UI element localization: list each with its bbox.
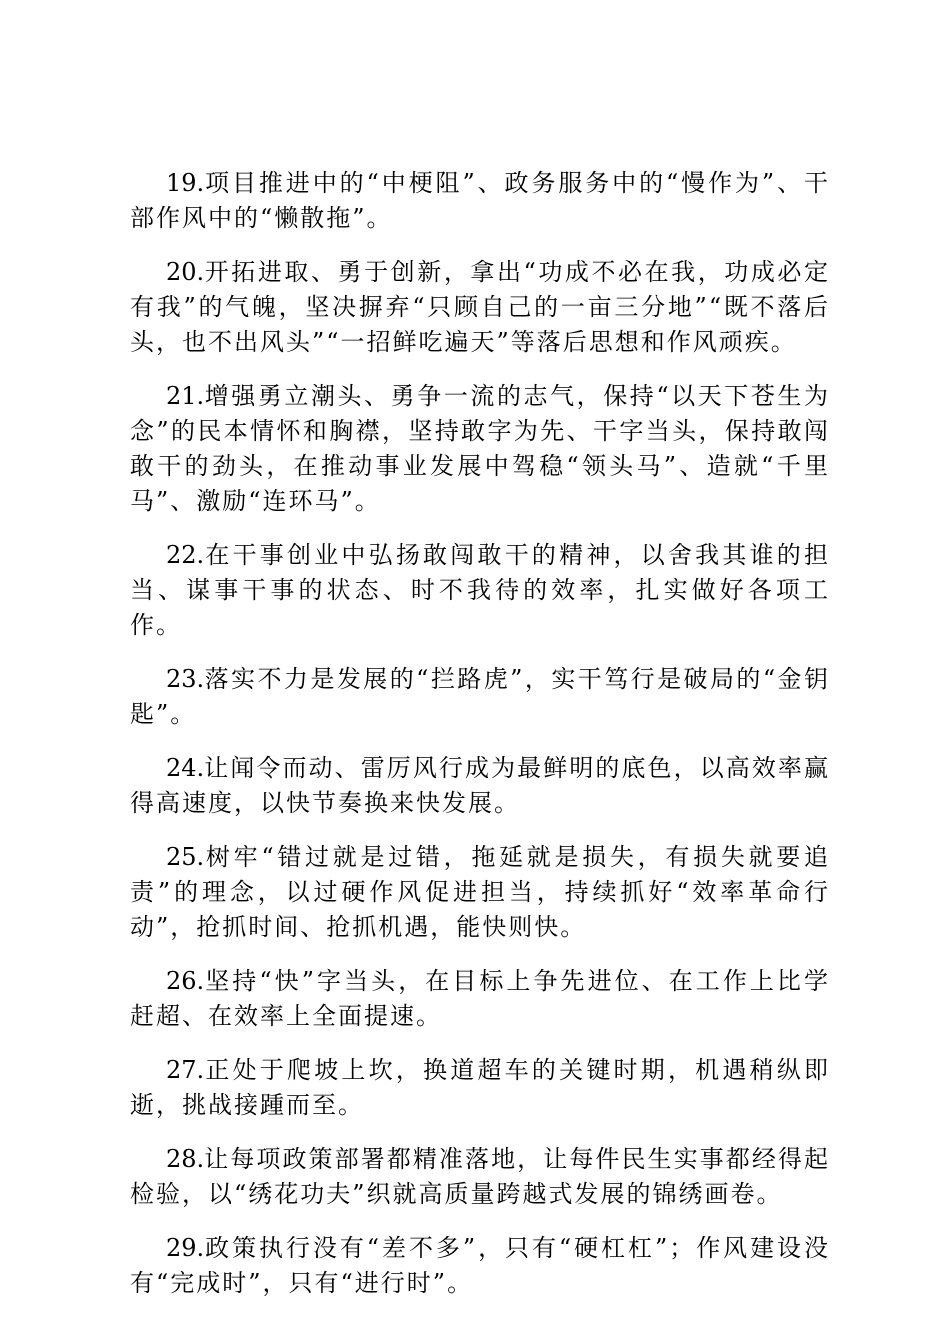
paragraph-number: 20. [166, 258, 205, 286]
paragraph-number: 29. [166, 1234, 205, 1262]
paragraph-number: 27. [166, 1056, 205, 1084]
paragraph-text: 树牢“错过就是过错，拖延就是损失，有损失就要追责”的理念，以过硬作风促进担当，持续抓好“效率革命行动”，抢抓时间、抢抓机遇，能快则快。 [130, 843, 830, 941]
paragraph-text: 让闻令而动、雷厉风行成为最鲜明的底色，以高效率赢得高速度，以快节奏换来快发展。 [130, 754, 830, 817]
paragraph-23 [130, 662, 830, 732]
paragraph-number: 19. [166, 169, 205, 197]
paragraph-26 [130, 964, 830, 1034]
paragraph-text: 坚持“快”字当头，在目标上争先进位、在工作上比学赶超、在效率上全面提速。 [130, 967, 830, 1030]
paragraph-number: 24. [166, 754, 205, 782]
paragraph-25 [130, 840, 830, 945]
paragraph-20 [130, 255, 830, 360]
paragraph-19 [130, 166, 830, 236]
paragraph-text: 在干事创业中弘扬敢闯敢干的精神，以舍我其谁的担当、谋事干事的状态、时不我待的效率，扎实做好各项工作。 [130, 541, 830, 639]
paragraph-22 [130, 538, 830, 643]
paragraph-text: 落实不力是发展的“拦路虎”，实干笃行是破局的“金钥匙”。 [130, 665, 830, 728]
paragraph-28 [130, 1142, 830, 1212]
paragraph-24 [130, 751, 830, 821]
paragraph-text: 让每项政策部署都精准落地，让每件民生实事都经得起检验，以“绣花功夫”织就高质量跨越式发展的锦绣画卷。 [130, 1145, 830, 1208]
paragraph-text: 开拓进取、勇于创新，拿出“功成不必在我，功成必定有我”的气魄，坚决摒弃“只顾自己的一亩三分地”“既不落后头，也不出风头”“一招鲜吃遍天”等落后思想和作风顽疾。 [130, 258, 830, 356]
paragraph-number: 25. [166, 843, 205, 871]
paragraph-29 [130, 1231, 830, 1301]
document-body [130, 166, 830, 1320]
paragraph-number: 28. [166, 1145, 205, 1173]
paragraph-text: 项目推进中的“中梗阻”、政务服务中的“慢作为”、干部作风中的“懒散拖”。 [130, 169, 830, 232]
paragraph-text: 政策执行没有“差不多”，只有“硬杠杠”；作风建设没有“完成时”，只有“进行时”。 [130, 1234, 830, 1297]
paragraph-27 [130, 1053, 830, 1123]
paragraph-number: 26. [166, 967, 205, 995]
paragraph-text: 正处于爬坡上坎，换道超车的关键时期，机遇稍纵即逝，挑战接踵而至。 [130, 1056, 830, 1119]
paragraph-number: 23. [166, 665, 205, 693]
paragraph-text: 增强勇立潮头、勇争一流的志气，保持“以天下苍生为念”的民本情怀和胸襟，坚持敢字为先、干字当头，保持敢闯敢干的劲头，在推动事业发展中驾稳“领头马”、造就“千里马”、激励“连环马”。 [130, 382, 830, 515]
paragraph-number: 22. [166, 541, 205, 569]
paragraph-21 [130, 379, 830, 519]
paragraph-number: 21. [166, 382, 205, 410]
